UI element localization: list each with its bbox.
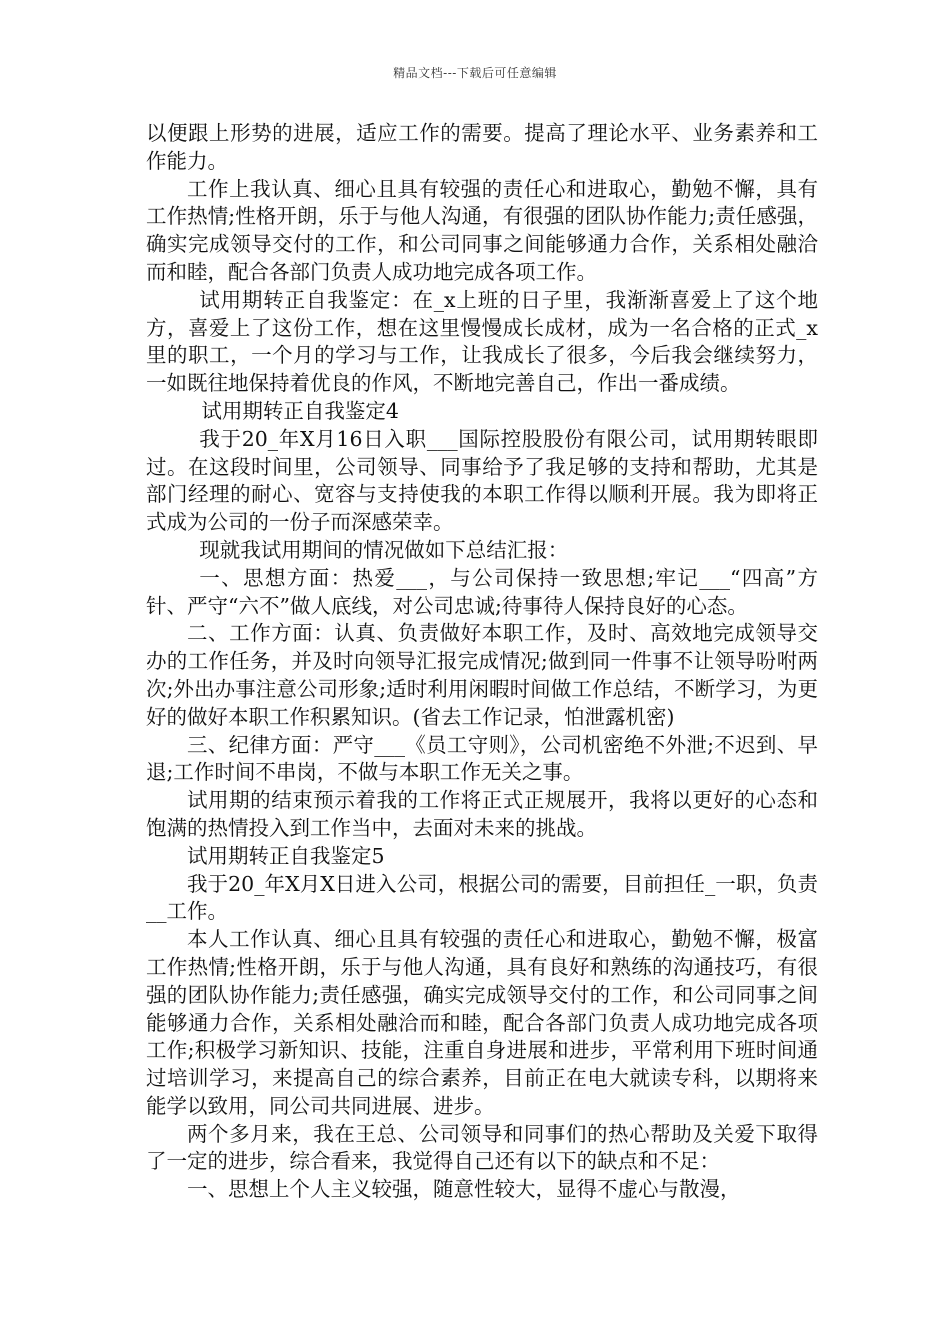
paragraph: 两个多月来，我在王总、公司领导和同事们的热心帮助及关爱下取得了一定的进步，综合看来，我觉得自己还有以下的缺点和不足： [146,1121,818,1174]
page-header: 精品文档---下载后可任意编辑 [393,66,557,80]
paragraph: 工作上我认真、细心且具有较强的责任心和进取心，勤勉不懈，具有工作热情;性格开朗，乐于与他人沟通，有很强的团队协作能力;责任感强，确实完成领导交付的工作，和公司同事之间能够通力合作，关系相处融洽而和睦，配合各部门负责人成功地完成各项工作。 [146,176,818,284]
section-heading: 试用期转正自我鉴定5 [187,843,385,868]
paragraph: 一、思想方面：热爱___，与公司保持一致思想;牢记___“四高”方针、严守“六不”做人底线，对公司忠诚;待事待人保持良好的心态。 [146,565,818,618]
paragraph: 以便跟上形势的进展，适应工作的需要。提高了理论水平、业务素养和工作能力。 [146,121,818,173]
paragraph: 试用期的结束预示着我的工作将正式正规展开，我将以更好的心态和饱满的热情投入到工作当中，去面对未来的挑战。 [146,788,818,840]
paragraph: 一、思想上个人主义较强，随意性较大，显得不虚心与散漫， [187,1177,741,1202]
paragraph: 试用期转正自我鉴定：在_x上班的日子里，我渐渐喜爱上了这个地方，喜爱上了这份工作，想在这里慢慢成长成材，成为一名合格的正式_x里的职工，一个月的学习与工作，让我成长了很多，今后我会继续努力，一如既往地保持着优良的作风，不断地完善自己，作出一番成绩。 [146,287,818,396]
paragraph: 三、纪律方面：严守___《员工守则》，公司机密绝不外泄;不迟到、早退;工作时间不串岗，不做与本职工作无关之事。 [146,732,818,785]
paragraph: 现就我试用期间的情况做如下总结汇报： [199,537,569,562]
paragraph: 本人工作认真、细心且具有较强的责任心和进取心，勤勉不懈，极富工作热情;性格开朗，乐于与他人沟通，具有良好和熟练的沟通技巧，有很强的团队协作能力;责任感强，确实完成领导交付的工作，和公司同事之间能够通力合作，关系相处融洽而和睦，配合各部门负责人成功地完成各项工作;积极学习新知识、技能，注重自身进展和进步，平常利用下班时间通过培训学习，来提高自己的综合素养，目前正在电大就读专科，以期将来能学以致用，同公司共同进展、进步。 [146,927,818,1118]
paragraph: 我于20_年X月X日进入公司，根据公司的需要，目前担任_一职，负责__工作。 [146,871,818,924]
document-body [146,120,818,1204]
paragraph: 二、工作方面：认真、负责做好本职工作，及时、高效地完成领导交办的工作任务，并及时向领导汇报完成情况;做到同一件事不让领导吩咐两次;外出办事注意公司形象;适时利用闲暇时间做工作总结，不断学习，为更好的做好本职工作积累知识。(省去工作记录，怕泄露机密) [146,621,818,729]
paragraph: 我于20_年X月16日入职___国际控股股份有限公司，试用期转眼即过。在这段时间里，公司领导、同事给予了我足够的支持和帮助，尤其是部门经理的耐心、宽容与支持使我的本职工作得以顺利开展。我为即将正式成为公司的一份子而深感荣幸。 [146,426,818,535]
section-heading: 试用期转正自我鉴定4 [201,398,399,423]
